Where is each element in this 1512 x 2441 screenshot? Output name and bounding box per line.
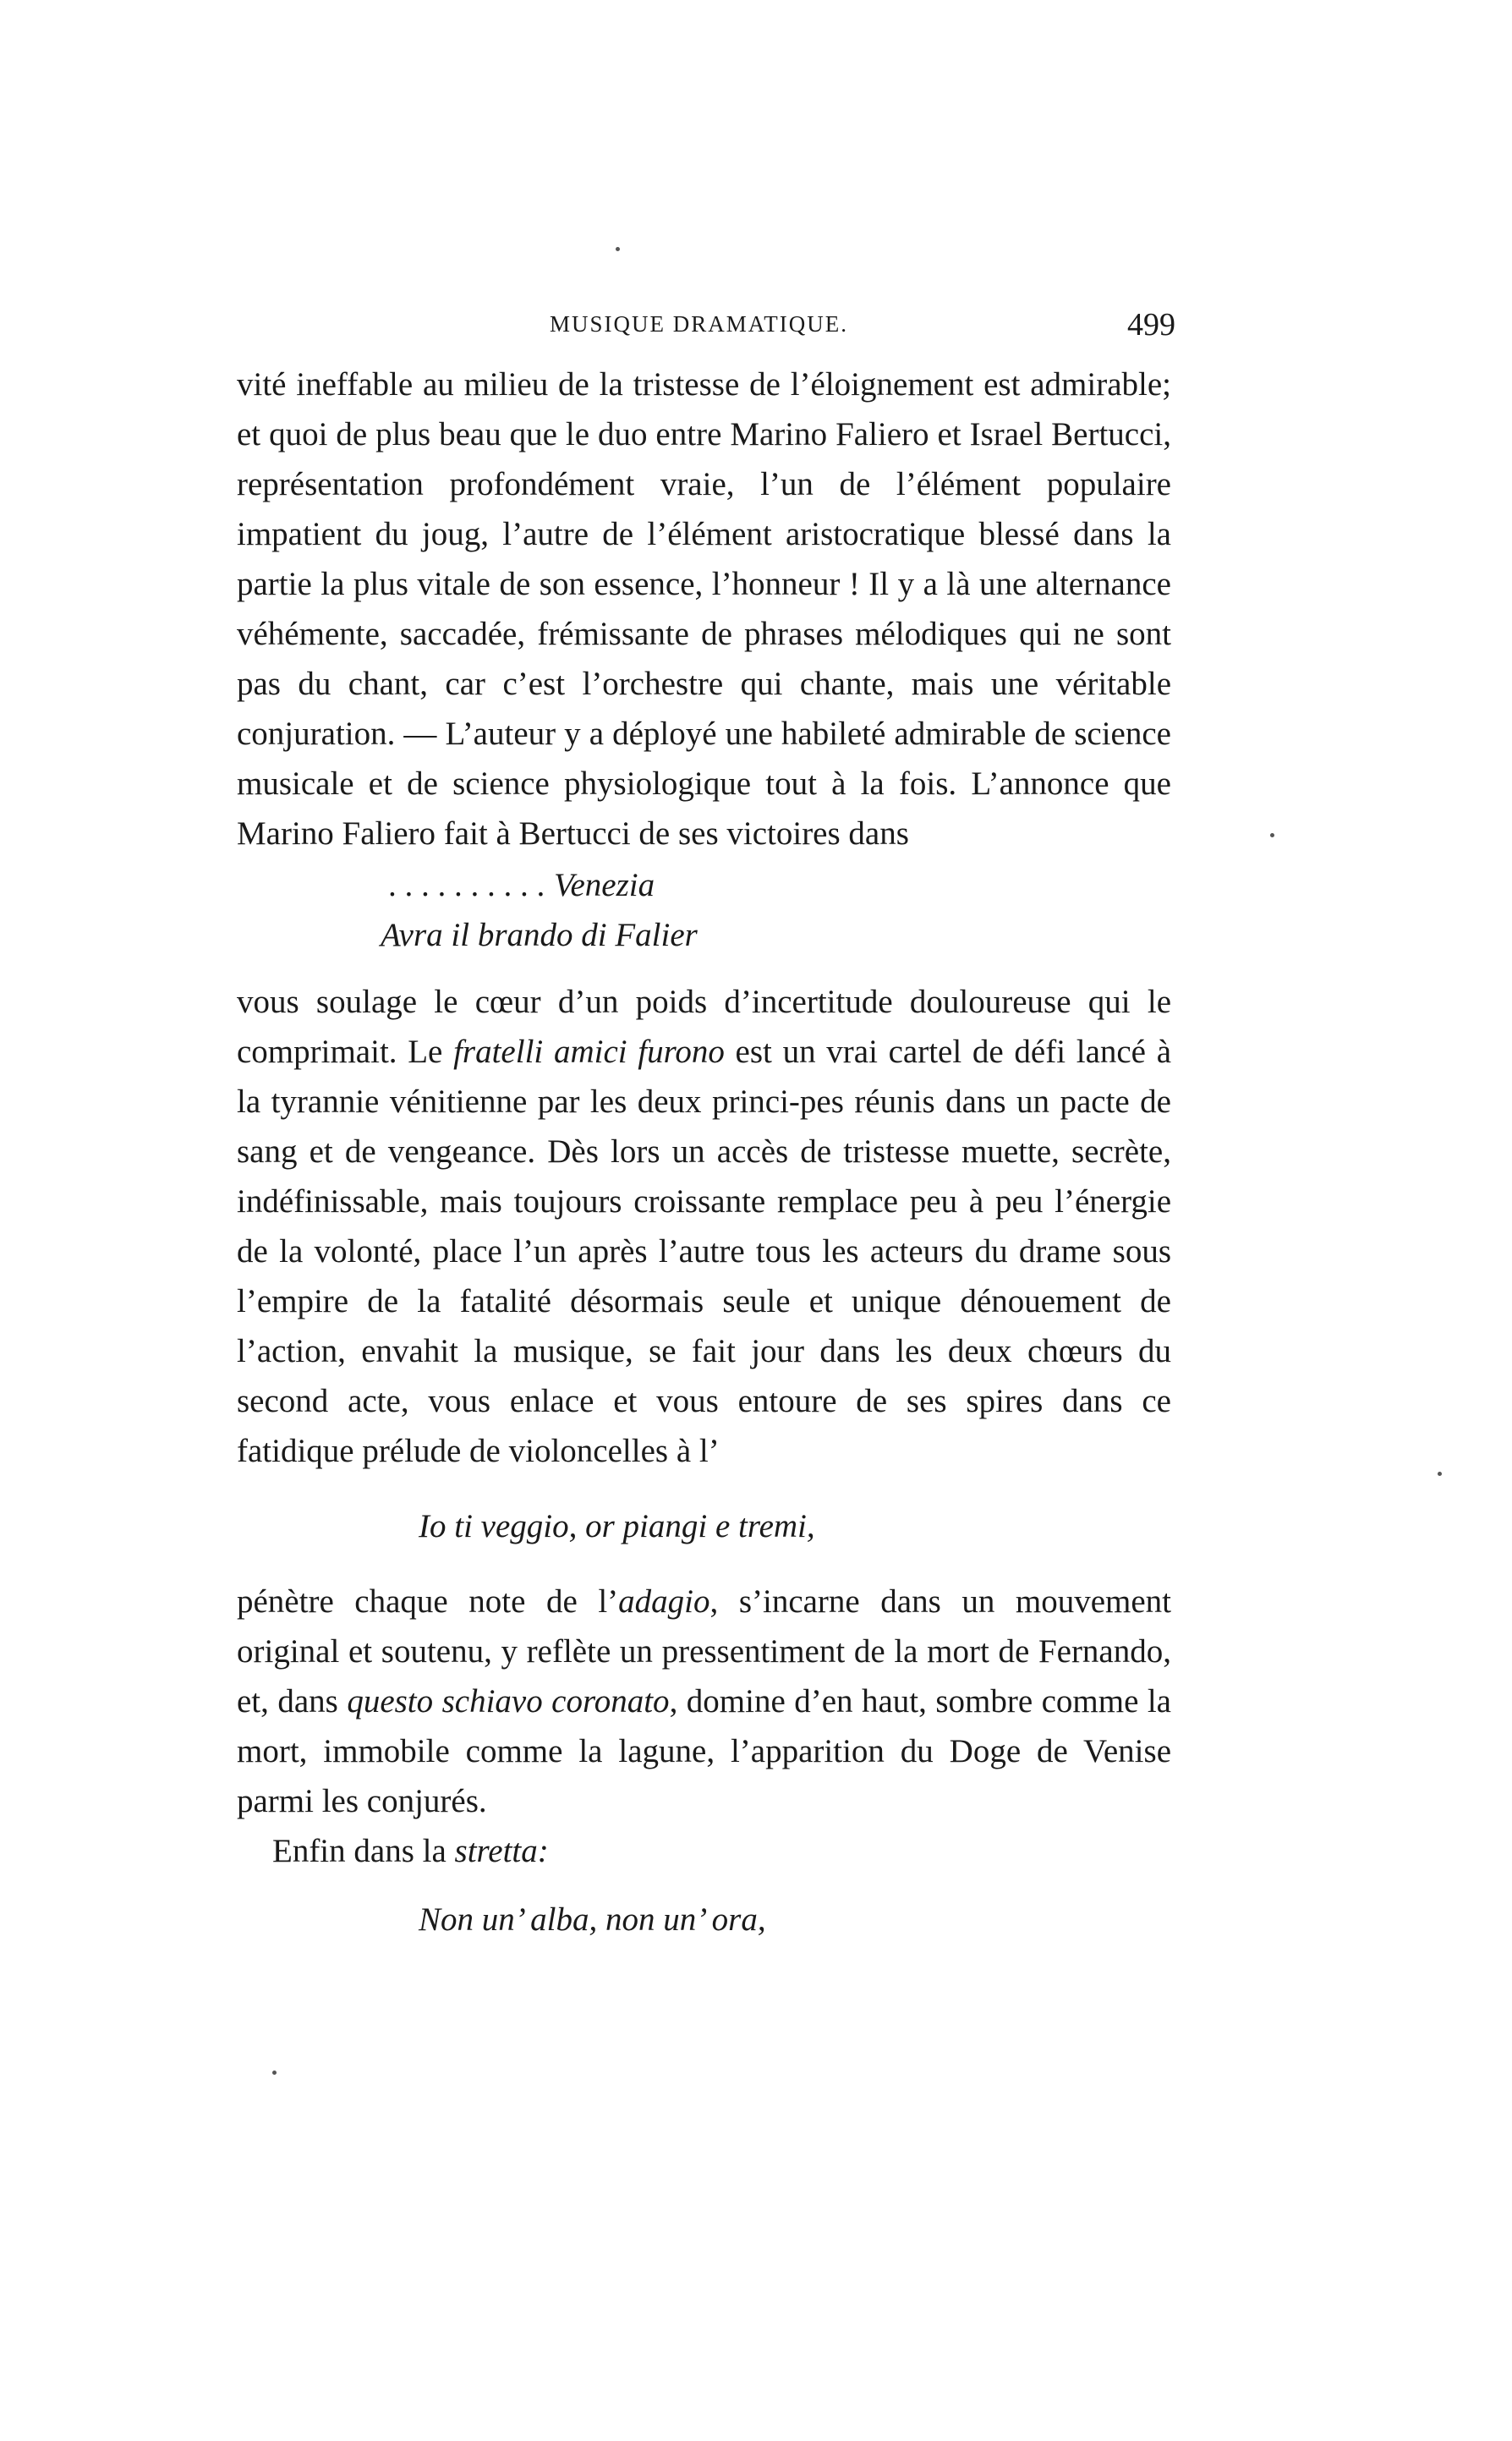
page-text — [237, 359, 1171, 1945]
paragraph-3-text-a: pénètre chaque note de l’ — [237, 1583, 619, 1620]
ink-speck — [1438, 1472, 1442, 1476]
paragraph-1: vité ineffable au milieu de la tristesse de l’éloignement est admirable; et quoi de plus beau que le duo entre Marino Faliero et Israel Bertucci, représentation profondément vraie, l’un de l’élément populaire impatient du joug, l’autre de l’élément aristocratique blessé dans la partie la plus vitale de son essence, l’honneur ! Il y a là une alternance véhémente, saccadée, frémissante de phrases mélodiques qui ne sont pas du chant, car c’est l’orchestre qui chante, mais une véritable conjuration. — L’auteur y a déployé une habileté admirable de science musicale et de science physiologique tout à la fois. L’annonce que Marino Faliero fait à Bertucci de ses victoires dans — [237, 366, 1171, 852]
verse-line-venezia: . . . . . . . . . . Venezia — [389, 867, 655, 903]
paragraph-2 — [237, 977, 1171, 1476]
paragraph-4 — [237, 1826, 1171, 1876]
paragraph-2-italic: fratelli amici furono — [453, 1034, 725, 1070]
paragraph-3-italic-questo: questo schiavo coronato — [347, 1683, 670, 1720]
ink-speck — [616, 247, 620, 251]
page-number: 499 — [1127, 307, 1175, 343]
verse-line-non-un-alba: Non un’ alba, non un’ ora, — [419, 1901, 766, 1938]
ink-speck — [272, 2071, 277, 2075]
paragraph-3-text-c: , domine d’en haut, sombre comme la mort, immobile comme la lagune, l’apparition du Doge de Venise parmi les conjurés. — [237, 1683, 1171, 1819]
paragraph-4-text: Enfin dans la — [272, 1833, 455, 1869]
paragraph-3 — [237, 1577, 1171, 1826]
paragraph-2-text-b: est un vrai cartel de défi lancé à la tyrannie vénitienne par les deux princi-pes réunis dans un pacte de sang et de vengeance. Dès lors un accès de tristesse muette, secrète, indéfinissable, mais toujours croissante remplace peu à peu l’énergie de la volonté, place l’un après l’autre tous les acteurs du drame sous l’empire de la fatalité désormais seule et unique dénouement de l’action, envahit la musique, se fait jour dans les deux chœurs du second acte, vous enlace et vous entoure de ses spires dans ce fatidique prélude de violoncelles à l’ — [237, 1034, 1172, 1469]
running-head — [245, 306, 1175, 348]
running-title: MUSIQUE DRAMATIQUE. — [550, 311, 848, 337]
paragraph-3-italic-adagio: adagio — [618, 1583, 710, 1620]
verse-line-io-ti-veggio: Io ti veggio, or piangi e tremi, — [419, 1508, 815, 1544]
ink-speck — [1270, 833, 1274, 837]
paragraph-4-italic-stretta: stretta: — [454, 1833, 549, 1869]
paragraph-2-text-a: vous soulage le cœur d’un poids d’incertitude douloureuse qui le comprimait. Le — [237, 984, 1171, 1070]
verse-line-avra: Avra il brando di Falier — [381, 917, 698, 953]
paragraph-3-text-b: , s’incarne dans un mouvement original et soutenu, y reflète un pressentiment de la mort de Fernando, et, dans — [237, 1583, 1171, 1720]
